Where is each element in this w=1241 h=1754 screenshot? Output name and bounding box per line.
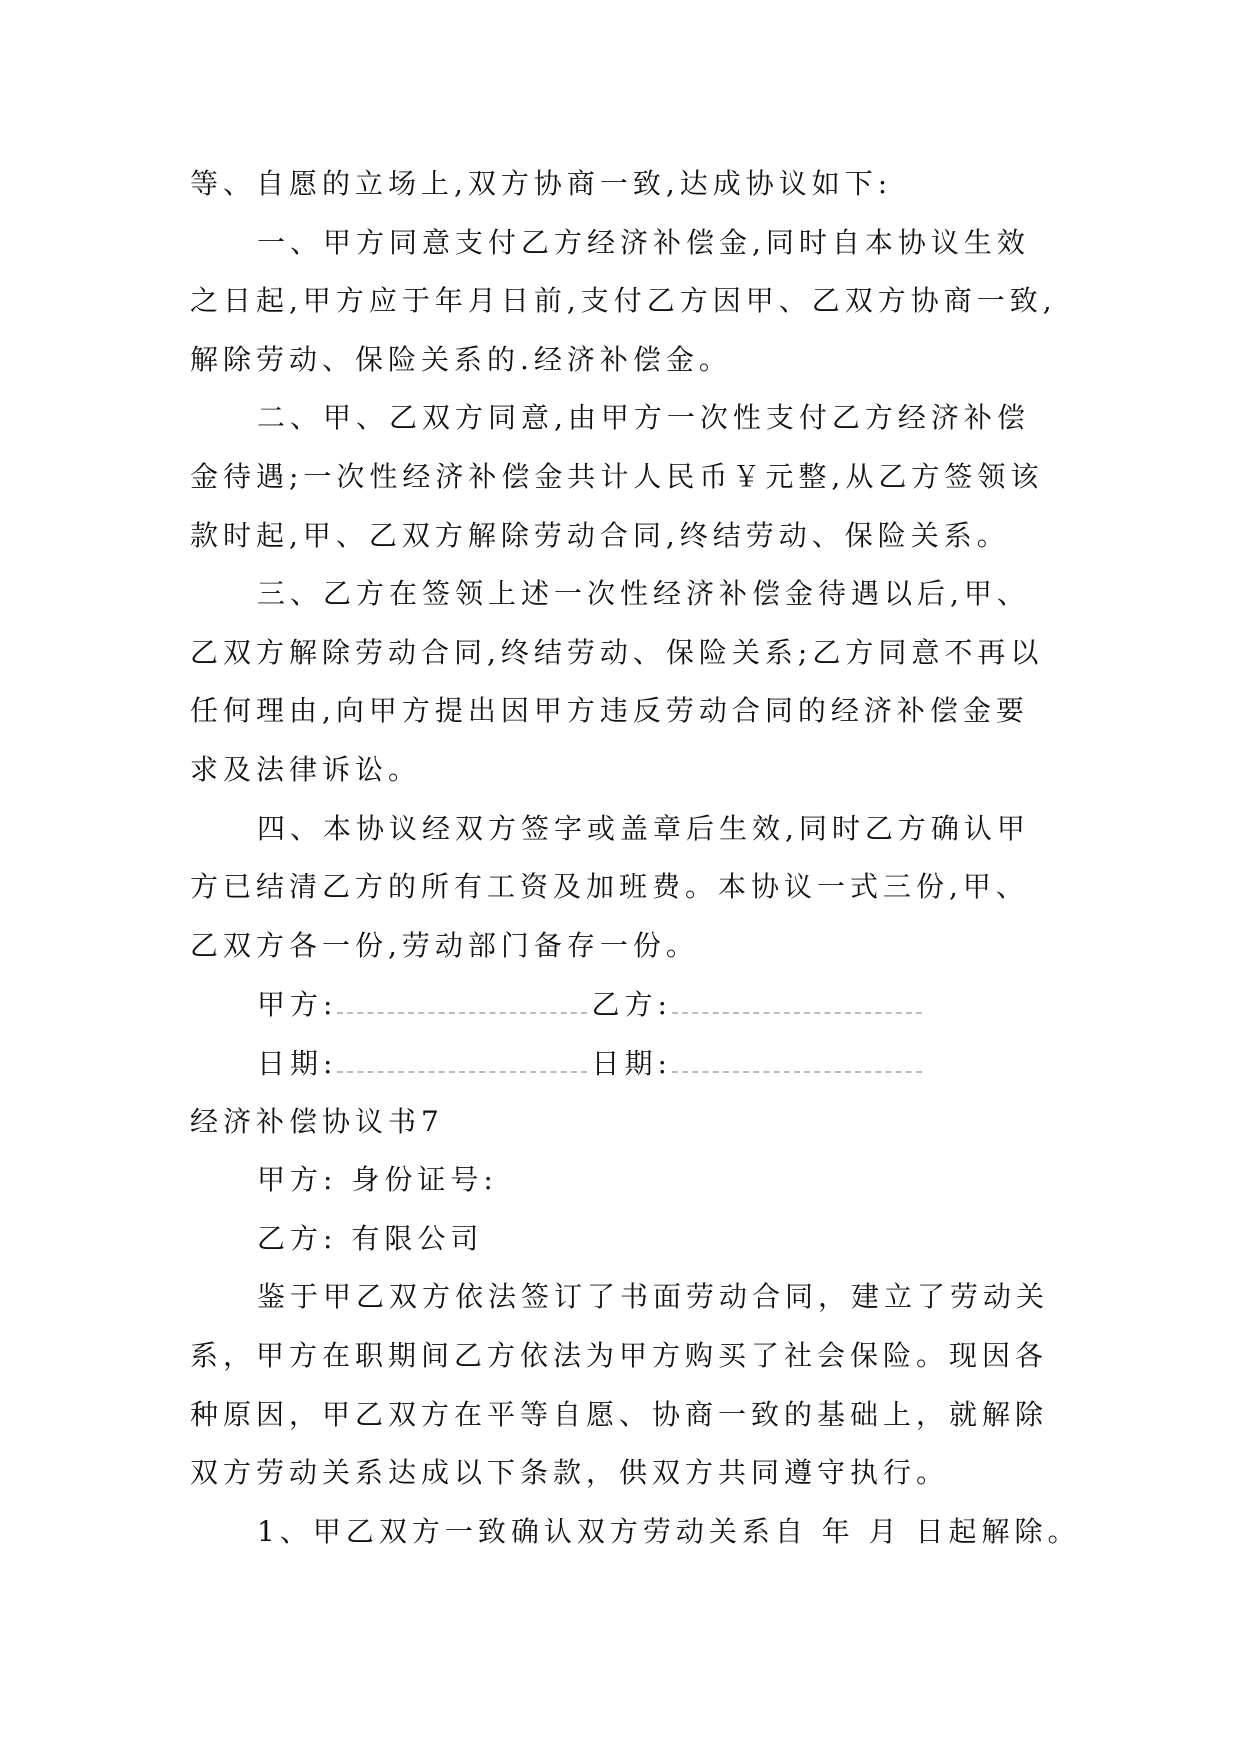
paragraph-line: 种原因，甲乙双方在平等自愿、协商一致的基础上，就解除 xyxy=(190,1397,1049,1431)
signature-label: 乙方: xyxy=(591,988,672,1022)
paragraph-line: 三、乙方在签领上述一次性经济补偿金待遇以后,甲、 xyxy=(257,577,1030,611)
signature-row xyxy=(257,986,926,1023)
signature-blank[interactable] xyxy=(337,986,587,1014)
paragraph-line: 乙双方各一份,劳动部门备存一份。 xyxy=(190,928,699,962)
paragraph-line: 经济补偿协议书7 xyxy=(190,1104,444,1138)
paragraph-line: 方已结清乙方的所有工资及加班费。本协议一式三份,甲、 xyxy=(190,870,1029,904)
paragraph-line: 解除劳动、保险关系的.经济补偿金。 xyxy=(190,342,732,376)
paragraph-line: 1、甲乙双方一致确认双方劳动关系自 年 月 日起解除。 xyxy=(257,1514,1081,1548)
signature-label: 日期: xyxy=(257,1047,338,1080)
paragraph-line: 一、甲方同意支付乙方经济补偿金,同时自本协议生效 xyxy=(257,225,1030,259)
signature-label: 甲方: xyxy=(257,988,338,1022)
paragraph-line: 双方劳动关系达成以下条款，供双方共同遵守执行。 xyxy=(190,1456,950,1490)
paragraph-line: 鉴于甲乙双方依法签订了书面劳动合同，建立了劳动关 xyxy=(257,1280,1050,1314)
paragraph-line: 四、本协议经双方签字或盖章后生效,同时乙方确认甲 xyxy=(257,811,1030,845)
paragraph-line: 等、自愿的立场上,双方协商一致,达成协议如下: xyxy=(190,167,893,200)
signature-row xyxy=(257,1045,926,1082)
paragraph-line: 甲方: 身份证号: xyxy=(257,1163,498,1197)
paragraph-line: 款时起,甲、乙双方解除劳动合同,终结劳动、保险关系。 xyxy=(190,518,1010,552)
signature-blank[interactable] xyxy=(672,1045,922,1073)
signature-label: 日期: xyxy=(591,1047,672,1080)
paragraph-line: 乙方: 有限公司 xyxy=(257,1221,484,1255)
paragraph-line: 系，甲方在职期间乙方依法为甲方购买了社会保险。现因各 xyxy=(190,1339,1049,1372)
paragraph-line: 任何理由,向甲方提出因甲方违反劳动合同的经济补偿金要 xyxy=(190,694,1029,728)
paragraph-line: 二、甲、乙双方同意,由甲方一次性支付乙方经济补偿 xyxy=(257,401,1030,435)
paragraph-line: 金待遇;一次性经济补偿金共计人民币￥元整,从乙方签领该 xyxy=(190,460,1044,493)
paragraph-line: 之日起,甲方应于年月日前,支付乙方因甲、乙双方协商一致, xyxy=(190,284,1057,318)
paragraph-line: 求及法律诉讼。 xyxy=(190,753,422,786)
signature-blank[interactable] xyxy=(672,986,922,1014)
signature-blank[interactable] xyxy=(337,1045,587,1073)
paragraph-line: 乙双方解除劳动合同,终结劳动、保险关系;乙方同意不再以 xyxy=(190,635,1044,669)
